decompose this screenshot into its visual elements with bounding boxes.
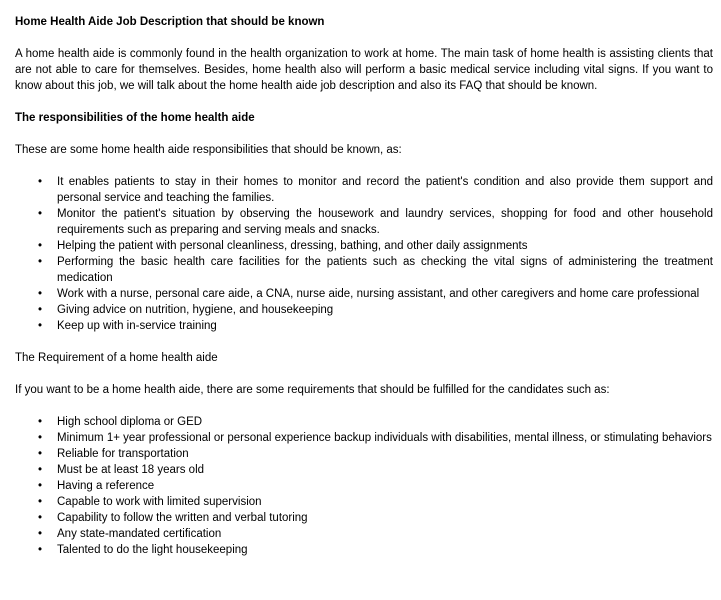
intro-paragraph: A home health aide is commonly found in the health organization to work at home. The main task of home health is assisting clients that are not able to care for themselves. Besides, home health also will perform a basic medical service including vital signs. If you want to know about this job, we will talk about the home health aide job description and also its FAQ that should be known. <box>15 48 713 92</box>
list-item <box>15 430 713 446</box>
requirements-heading: The Requirement of a home health aide <box>15 352 218 364</box>
bullet-icon: • <box>37 320 43 332</box>
bullet-icon: • <box>37 512 43 524</box>
bullet-icon: • <box>37 464 43 476</box>
list-item-text: Having a reference <box>57 480 155 492</box>
list-item <box>15 446 713 462</box>
bullet-icon: • <box>37 480 43 492</box>
requirements-list <box>15 414 713 558</box>
list-item-text: Capability to follow the written and verbal tutoring <box>57 512 308 524</box>
list-item <box>15 318 713 334</box>
list-item <box>15 286 713 302</box>
bullet-icon: • <box>37 288 43 300</box>
bullet-icon: • <box>37 448 43 460</box>
list-item-text: Performing the basic health care facilities for the patients such as checking the vital signs of administering the treatment medication <box>57 256 713 284</box>
bullet-icon: • <box>37 176 43 188</box>
list-item <box>15 494 713 510</box>
list-item-text: Must be at least 18 years old <box>57 464 205 476</box>
bullet-icon: • <box>37 432 43 444</box>
list-item <box>15 238 713 254</box>
list-item-text: Monitor the patient's situation by observing the housework and laundry services, shopping for food and other household requirements such as preparing and serving meals and snacks. <box>57 208 713 236</box>
list-item-text: Giving advice on nutrition, hygiene, and housekeeping <box>57 304 334 316</box>
bullet-icon: • <box>37 416 43 428</box>
bullet-icon: • <box>37 528 43 540</box>
list-item <box>15 302 713 318</box>
requirements-lead: If you want to be a home health aide, there are some requirements that should be fulfilled for the candidates such as: <box>15 384 610 396</box>
document-title: Home Health Aide Job Description that should be known <box>15 16 325 28</box>
list-item-text: High school diploma or GED <box>57 416 203 428</box>
list-item <box>15 510 713 526</box>
bullet-icon: • <box>37 240 43 252</box>
list-item <box>15 542 713 558</box>
list-item <box>15 478 713 494</box>
list-item-text: Helping the patient with personal cleanliness, dressing, bathing, and other daily assignments <box>57 240 528 252</box>
bullet-icon: • <box>37 256 43 268</box>
responsibilities-lead: These are some home health aide responsibilities that should be known, as: <box>15 144 402 156</box>
list-item-text: It enables patients to stay in their homes to monitor and record the patient's condition and also provide them support and personal service and teaching the families. <box>57 176 713 204</box>
list-item-text: Talented to do the light housekeeping <box>57 544 248 556</box>
list-item-text: Minimum 1+ year professional or personal experience backup individuals with disabilities, mental illness, or stimulating behaviors <box>57 432 712 444</box>
bullet-icon: • <box>37 304 43 316</box>
list-item <box>15 254 713 286</box>
bullet-icon: • <box>37 496 43 508</box>
list-item-text: Work with a nurse, personal care aide, a CNA, nurse aide, nursing assistant, and other caregivers and home care professional <box>57 288 700 300</box>
responsibilities-list <box>15 174 713 334</box>
list-item-text: Any state-mandated certification <box>57 528 222 540</box>
list-item-text: Capable to work with limited supervision <box>57 496 262 508</box>
list-item <box>15 414 713 430</box>
list-item <box>15 206 713 238</box>
list-item <box>15 462 713 478</box>
responsibilities-heading: The responsibilities of the home health aide <box>15 112 255 124</box>
bullet-icon: • <box>37 544 43 556</box>
bullet-icon: • <box>37 208 43 220</box>
list-item <box>15 526 713 542</box>
list-item-text: Keep up with in-service training <box>57 320 217 332</box>
list-item <box>15 174 713 206</box>
list-item-text: Reliable for transportation <box>57 448 189 460</box>
